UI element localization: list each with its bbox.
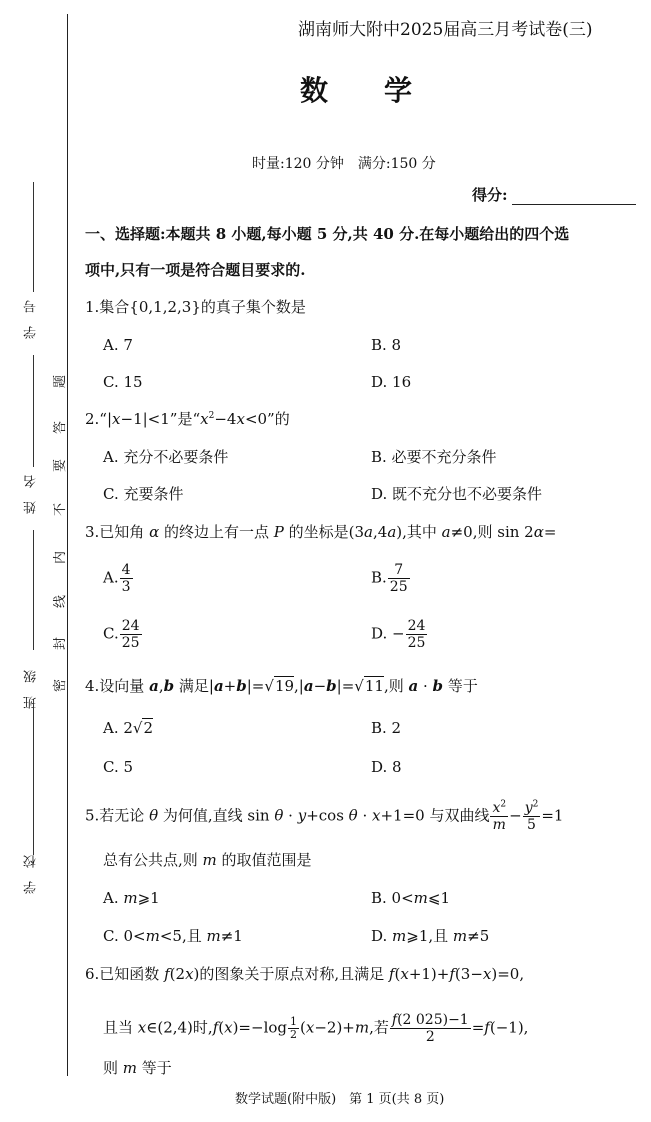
school-fill-line: [33, 705, 34, 855]
q4-option-d: D. 8: [371, 758, 402, 776]
q2-stem: 2.“|x−1|<1”是“$x^2-4x<0$”的: [85, 410, 290, 428]
q6-stem-line1: 6.已知函数 f(2x)的图象关于原点对称,且满足 f(x+1)+f(3−x)=0,: [85, 965, 525, 983]
score-label: 得分:: [472, 186, 508, 204]
binding-margin-line: [67, 14, 68, 1076]
student-id-label: 学 号: [24, 300, 39, 339]
name-label: 姓 名: [24, 475, 39, 514]
page-footer: 数学试题(附中版) 第 1 页(共 8 页): [235, 1092, 445, 1107]
q2-option-d: D. 既不充分也不必要条件: [371, 485, 543, 503]
seal-char: 要: [53, 458, 69, 473]
q5-option-d: D. m⩾1,且 m≠5: [371, 927, 490, 945]
seal-char: 答: [53, 420, 69, 435]
q6-stem-line3: 则 m 等于: [103, 1059, 172, 1077]
section-instruction-line1: 一、选择题:本题共 8 小题,每小题 5 分,共 40 分.在每小题给出的四个选: [85, 225, 570, 243]
name-fill-line: [33, 355, 34, 467]
q5-option-c: C. 0<m<5,且 m≠1: [103, 927, 243, 945]
section-instruction-line2: 项中,只有一项是符合题目要求的.: [85, 261, 306, 279]
q1-option-b: B. 8: [371, 336, 402, 354]
q3-option-c: C. $\frac{24}{25}$: [103, 618, 140, 652]
class-label: 班 级: [24, 670, 39, 709]
q4-option-a: A. 2√2: [103, 719, 154, 737]
q1-stem: 1.集合{0,1,2,3}的真子集个数是: [85, 298, 306, 316]
school-label: 学 校: [24, 855, 39, 894]
q2-option-a: A. 充分不必要条件: [103, 448, 229, 466]
q2-option-c: C. 充要条件: [103, 485, 184, 503]
q4-option-c: C. 5: [103, 758, 134, 776]
q1-option-a: A. 7: [103, 336, 133, 354]
class-fill-line: [33, 530, 34, 650]
student-id-fill-line: [33, 182, 34, 292]
q5-option-a: A. m⩾1: [103, 889, 160, 907]
seal-char: 内: [53, 550, 69, 565]
q3-option-a: A. $\frac{4}{3}$: [103, 562, 131, 596]
seal-char: 不: [53, 502, 69, 517]
subject-title: 数 学: [300, 74, 413, 107]
score-blank[interactable]: [512, 204, 636, 205]
time-info: 时量:120 分钟 满分:150 分: [252, 156, 436, 172]
q3-option-d: D. − $\frac{24}{25}$: [371, 618, 426, 652]
seal-char: 线: [53, 594, 69, 609]
q4-option-b: B. 2: [371, 719, 402, 737]
q1-option-d: D. 16: [371, 373, 412, 391]
q1-option-c: C. 15: [103, 373, 143, 391]
q5-option-b: B. 0<m⩽1: [371, 889, 451, 907]
seal-char: 题: [53, 374, 69, 389]
q4-stem: 4.设向量 a,b 满足|a+b|=√19,|a−b|=√11,则 a · b 等于: [85, 677, 478, 695]
q6-stem-line2: 且当 x∈(2,4)时,f(x)=−log $\frac{1}{2}$ (x−2)+m,若 $\frac{f(2 025)-1}{2}$ =f(−1),: [103, 1012, 529, 1046]
exam-header: 湖南师大附中2025届高三月考试卷(三): [298, 20, 593, 40]
q5-stem-line2: 总有公共点,则 m 的取值范围是: [103, 851, 312, 869]
q3-option-b: B. $\frac{7}{25}$: [371, 562, 408, 596]
q3-stem: 3.已知角 α 的终边上有一点 P 的坐标是(3a,4a),其中 a≠0,则 sin 2α=: [85, 523, 557, 541]
seal-char: 密: [53, 678, 69, 693]
q2-option-b: B. 必要不充分条件: [371, 448, 497, 466]
q5-stem: 5.若无论 θ 为何值,直线 sin θ · y+cos θ · x+1=0 与双曲线 $\frac{x^2}{m}$ − $\frac{y^2}{5}$ =1: [85, 799, 564, 834]
seal-char: 封: [53, 636, 69, 651]
